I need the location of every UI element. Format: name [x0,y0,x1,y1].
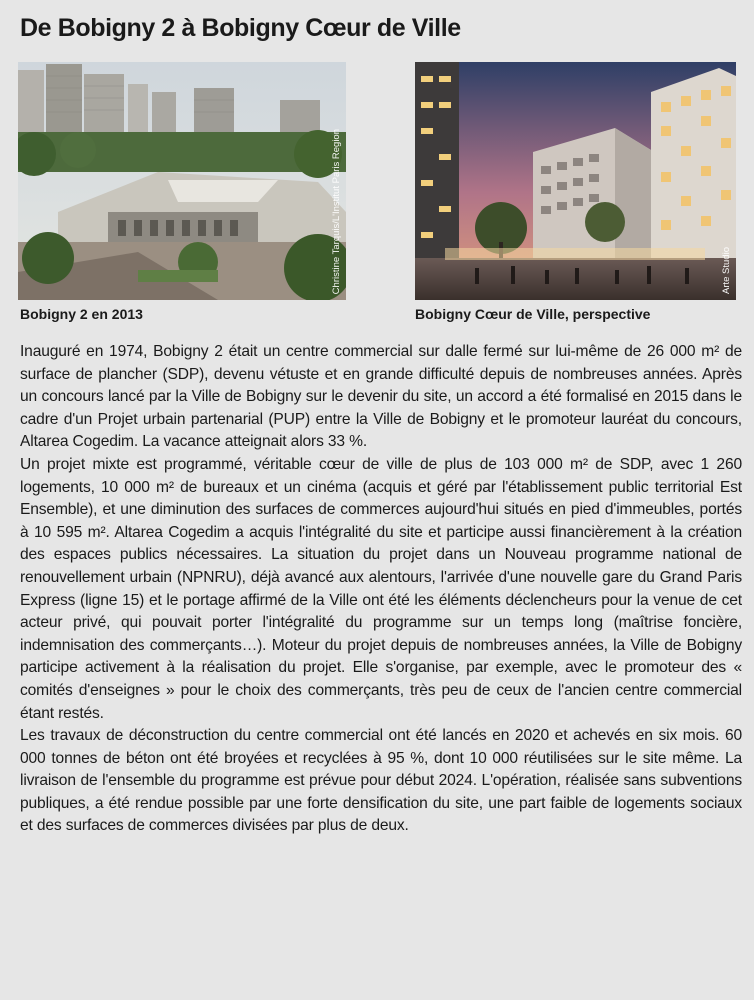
caption-left: Bobigny 2 en 2013 [20,306,143,322]
page-title: De Bobigny 2 à Bobigny Cœur de Ville [20,14,461,42]
paragraph-1: Inauguré en 1974, Bobigny 2 était un centre commercial sur dalle fermé sur lui-même de 26 000 m² de surface de plancher (SDP), devenu vétuste et en grande difficulté depuis de nombreuses années. Après un concours lancé par la Ville de Bobigny sur le devenir du site, un accord a été formalisé en 2015 dans le cadre d'un Projet urbain partenarial (PUP) entre la Ville de Bobigny et le promoteur lauréat du concours, Altarea Cogedim. La vacance atteignait alors 33 %. [20,343,742,451]
rendering-bobigny-coeur-de-ville [415,62,736,300]
photo-credit: Christine Tarquis/L'Institut Paris Region [331,128,342,294]
rendering-credit: Arte Studio [721,247,732,294]
photo-image [18,62,346,300]
photo-bobigny-2-2013 [18,62,346,300]
paragraph-2: Un projet mixte est programmé, véritable cœur de ville de plus de 103 000 m² de SDP, avec 1 260 logements, 10 000 m² de bureaux et un cinéma (acquis et géré par l'établissement public territorial Est Ensemble), et une diminution des surfaces de commerces aujourd'hui situés en pied d'immeubles, portés à 10 595 m². Altarea Cogedim a acquis l'intégralité du site et participe aussi financièrement à la création des espaces publics nécessaires. La situation du projet dans un Nouveau programme national de renouvellement urbain (NPNRU), déjà avancé aux alentours, l'arrivée d'une nouvelle gare du Grand Paris Express (ligne 15) et le portage affirmé de la Ville ont été les éléments déclencheurs pour la venue de cet acteur privé, qui pouvait porter l'intégralité du programme sur un temps long (maîtrise foncière, indemnisation des commerçants…). Moteur du projet depuis de nombreuses années, la Ville de Bobigny participe activement à la réalisation du projet. Elle s'organise, par exemple, avec le promoteur des « comités d'enseignes » pour le choix des commerçants, très peu de ceux de l'ancien centre commercial étant restés. [20,455,742,722]
paragraph-3: Les travaux de déconstruction du centre commercial ont été lancés en 2020 et achevés en six mois. 60 000 tonnes de béton ont été broyées et recyclées à 95 %, dont 10 000 réutilisées sur le site même. La livraison de l'ensemble du programme est prévue pour début 2024. L'opération, réalisée sans subventions publiques, a été rendue possible par une forte densification du site, une part faible de logements sociaux et des surfaces de commerces divisées par plus de deux. [20,727,742,835]
article-body [20,341,742,838]
rendering-image [415,62,736,300]
caption-right: Bobigny Cœur de Ville, perspective [415,306,651,322]
